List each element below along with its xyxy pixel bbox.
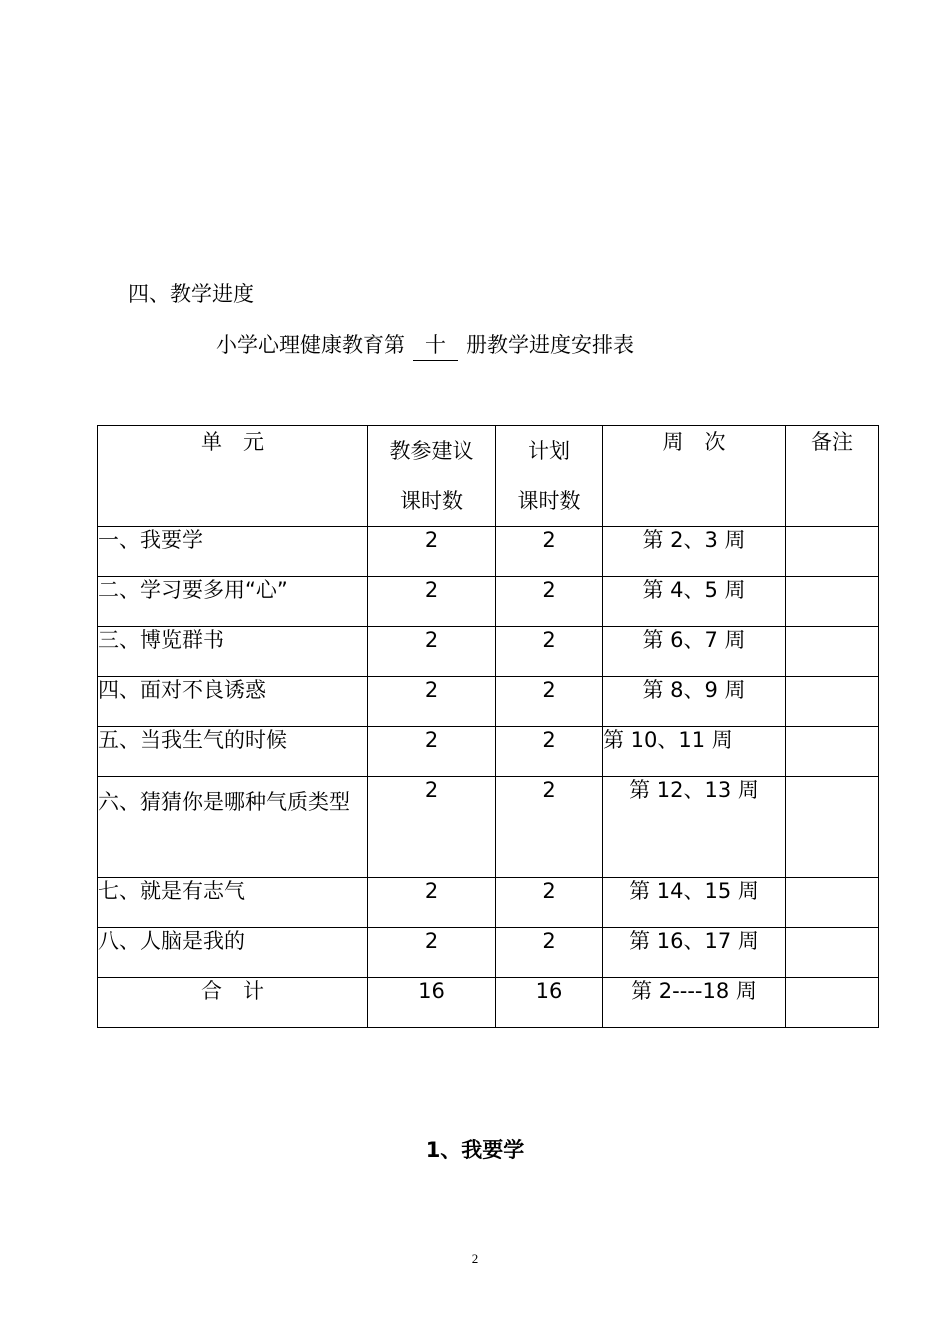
cell-week: 第 2、3 周 xyxy=(603,527,786,577)
table-row xyxy=(98,527,879,577)
cell-unit: 七、就是有志气 xyxy=(98,878,368,928)
cell-unit: 五、当我生气的时候 xyxy=(98,727,368,777)
document-title xyxy=(216,330,634,361)
cell-note xyxy=(786,527,879,577)
section-heading: 四、教学进度 xyxy=(128,282,254,306)
cell-note xyxy=(786,928,879,978)
header-planned-line2: 课时数 xyxy=(517,489,581,513)
cell-note xyxy=(786,777,879,878)
cell-week: 第 16、17 周 xyxy=(603,928,786,978)
header-suggested-line2: 课时数 xyxy=(400,489,463,513)
total-label: 合 计 xyxy=(98,978,368,1028)
total-planned: 16 xyxy=(496,978,603,1028)
cell-suggested: 2 xyxy=(368,577,496,627)
cell-note xyxy=(786,727,879,777)
cell-suggested: 2 xyxy=(368,527,496,577)
table-row xyxy=(98,777,879,878)
cell-planned: 2 xyxy=(496,727,603,777)
header-note: 备注 xyxy=(786,426,879,527)
table-row xyxy=(98,727,879,777)
cell-note xyxy=(786,577,879,627)
table-row xyxy=(98,878,879,928)
cell-suggested: 2 xyxy=(368,928,496,978)
teaching-schedule-table xyxy=(97,425,879,1028)
cell-week: 第 10、11 周 xyxy=(603,727,786,777)
cell-planned: 2 xyxy=(496,777,603,878)
header-planned-line1: 计划 xyxy=(528,439,570,463)
cell-week: 第 8、9 周 xyxy=(603,677,786,727)
cell-suggested: 2 xyxy=(368,677,496,727)
table-row xyxy=(98,577,879,627)
cell-unit: 六、猜猜你是哪种气质类型 xyxy=(98,777,368,878)
cell-planned: 2 xyxy=(496,878,603,928)
cell-suggested: 2 xyxy=(368,878,496,928)
table-row xyxy=(98,627,879,677)
header-week: 周 次 xyxy=(603,426,786,527)
cell-planned: 2 xyxy=(496,627,603,677)
title-volume-number: 十 xyxy=(413,330,458,361)
cell-week: 第 6、7 周 xyxy=(603,627,786,677)
cell-suggested: 2 xyxy=(368,777,496,878)
cell-unit: 一、我要学 xyxy=(98,527,368,577)
total-week: 第 2----18 周 xyxy=(603,978,786,1028)
cell-unit: 三、博览群书 xyxy=(98,627,368,677)
total-note xyxy=(786,978,879,1028)
cell-note xyxy=(786,627,879,677)
cell-planned: 2 xyxy=(496,677,603,727)
title-prefix: 小学心理健康教育第 xyxy=(216,333,405,357)
cell-unit: 八、人脑是我的 xyxy=(98,928,368,978)
header-suggested-hours xyxy=(368,426,496,527)
title-suffix: 册教学进度安排表 xyxy=(466,333,634,357)
header-planned-hours xyxy=(496,426,603,527)
cell-week: 第 14、15 周 xyxy=(603,878,786,928)
table-total-row xyxy=(98,978,879,1028)
cell-planned: 2 xyxy=(496,527,603,577)
cell-planned: 2 xyxy=(496,928,603,978)
lesson-heading: 1、我要学 xyxy=(425,1138,525,1162)
cell-suggested: 2 xyxy=(368,627,496,677)
cell-week: 第 4、5 周 xyxy=(603,577,786,627)
table-row xyxy=(98,677,879,727)
cell-unit: 二、学习要多用“心” xyxy=(98,577,368,627)
cell-planned: 2 xyxy=(496,577,603,627)
header-suggested-line1: 教参建议 xyxy=(389,439,474,463)
cell-note xyxy=(786,677,879,727)
table-row xyxy=(98,928,879,978)
cell-unit: 四、面对不良诱惑 xyxy=(98,677,368,727)
cell-note xyxy=(786,878,879,928)
cell-suggested: 2 xyxy=(368,727,496,777)
page-number: 2 xyxy=(471,1251,479,1266)
cell-week: 第 12、13 周 xyxy=(603,777,786,878)
total-suggested: 16 xyxy=(368,978,496,1028)
table-header-row xyxy=(98,426,879,527)
header-unit: 单 元 xyxy=(98,426,368,527)
